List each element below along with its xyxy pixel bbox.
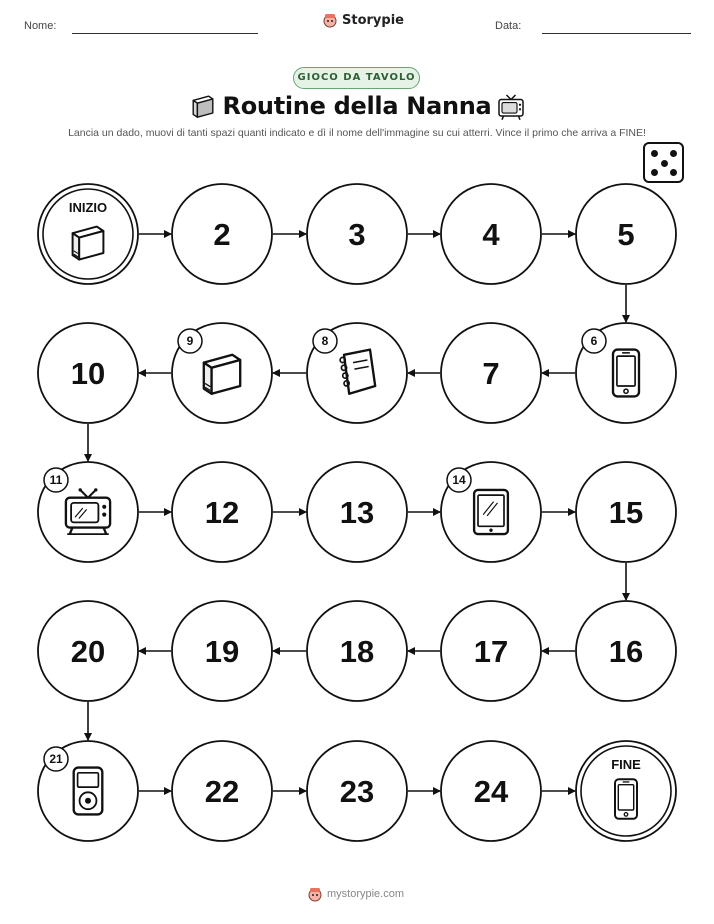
space-label: INIZIO [68, 200, 108, 215]
board-space-10[interactable] [38, 323, 138, 423]
board-space-8[interactable] [307, 323, 407, 423]
board-space-24[interactable] [441, 741, 541, 841]
board-space-6[interactable] [576, 323, 676, 423]
space-number: 17 [473, 634, 509, 669]
space-number: 13 [339, 495, 375, 530]
space-label: FINE [611, 757, 641, 772]
space-number-badge: 21 [49, 752, 63, 767]
space-number-badge: 6 [590, 334, 598, 349]
name-label: Nome: [24, 20, 57, 32]
board-space-15[interactable] [576, 462, 676, 562]
footer-url[interactable]: mystorypie.com [327, 888, 405, 900]
footer [307, 886, 404, 902]
board-space-23[interactable] [307, 741, 407, 841]
finish-space[interactable] [576, 741, 676, 841]
tablet-icon [474, 490, 508, 534]
space-number: 3 [348, 217, 366, 252]
space-number: 23 [339, 774, 375, 809]
space-number: 10 [70, 356, 106, 391]
board-space-11[interactable] [38, 462, 138, 562]
space-number-badge: 8 [321, 334, 329, 349]
board-space-18[interactable] [307, 601, 407, 701]
space-number: 20 [70, 634, 106, 669]
board-space-7[interactable] [441, 323, 541, 423]
space-number: 22 [204, 774, 240, 809]
board-space-22[interactable] [172, 741, 272, 841]
board-space-17[interactable] [441, 601, 541, 701]
board-space-3[interactable] [307, 184, 407, 284]
brand-name: Storypie [342, 12, 404, 28]
date-label: Data: [495, 20, 522, 32]
space-number: 18 [339, 634, 375, 669]
board-space-19[interactable] [172, 601, 272, 701]
space-number-badge: 9 [186, 334, 194, 349]
instructions-text: Lancia un dado, muovi di tanti spazi quanti indicato e dì il nome dell'immagine su cui atterri. Vince il primo che arriva a FINE! [68, 127, 646, 139]
space-number: 19 [204, 634, 240, 669]
board-space-21[interactable] [38, 741, 138, 841]
page-title: Routine della Nanna [222, 92, 492, 120]
space-number: 4 [482, 217, 500, 252]
board-space-9[interactable] [172, 323, 272, 423]
board-space-20[interactable] [38, 601, 138, 701]
board-space-5[interactable] [576, 184, 676, 284]
board-space-14[interactable] [441, 462, 541, 562]
space-number: 5 [617, 217, 635, 252]
board-space-4[interactable] [441, 184, 541, 284]
board-space-13[interactable] [307, 462, 407, 562]
space-number: 7 [482, 356, 500, 391]
music-player-icon [74, 768, 103, 815]
board-space-12[interactable] [172, 462, 272, 562]
smartphone-icon [613, 350, 639, 397]
category-badge: GIOCO DA TAVOLO [293, 67, 420, 89]
storypie-mascot-icon [307, 886, 323, 902]
book-icon [204, 355, 240, 394]
board-space-2[interactable] [172, 184, 272, 284]
start-space[interactable] [38, 184, 138, 284]
space-number-badge: 11 [49, 473, 63, 488]
space-number: 2 [213, 217, 231, 252]
space-number: 12 [204, 495, 240, 530]
space-number: 24 [473, 774, 509, 809]
space-number-badge: 14 [452, 473, 466, 488]
smartphone-icon [615, 779, 637, 819]
space-number: 15 [608, 495, 644, 530]
board-space-16[interactable] [576, 601, 676, 701]
space-number: 16 [608, 634, 644, 669]
book-icon [73, 227, 104, 260]
